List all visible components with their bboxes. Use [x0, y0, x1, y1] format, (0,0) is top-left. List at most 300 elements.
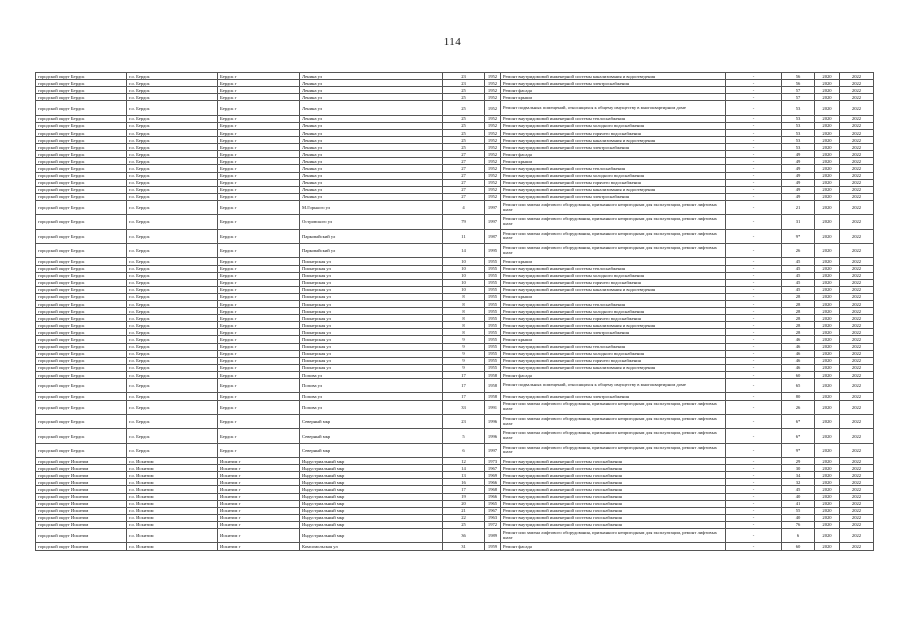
cell-year-end: 2022	[840, 151, 874, 158]
cell-year-start: 2020	[815, 400, 840, 414]
cell-work-type: Ремонт внутридомовой инженерной системы канализования и водоотведения	[501, 322, 726, 329]
cell-apartments: 30	[782, 465, 815, 472]
cell-settlement: Искитим г	[218, 514, 300, 521]
cell-year-end: 2022	[840, 521, 874, 528]
cell-house-number: 19	[443, 493, 485, 500]
cell-work-type: Ремонт или замена лифтового оборудования, признанного непригодным для эксплуатации, ремонт лифтовых шахт	[501, 200, 726, 214]
cell-work-type: Ремонт внутридомовой инженерной системы газоснабжения	[501, 465, 726, 472]
cell-work-type: Ремонт внутридомовой инженерной системы холодного водоснабжения	[501, 272, 726, 279]
cell-house-number: 27	[443, 165, 485, 172]
cell-apartments: 56	[782, 80, 815, 87]
cell-cost: -	[726, 343, 782, 350]
cell-settlement: Бердск г	[218, 371, 300, 378]
cell-street: Пионерская ул	[300, 322, 443, 329]
cell-cost: -	[726, 414, 782, 428]
cell-apartments: 34	[782, 472, 815, 479]
cell-apartments: 40	[782, 514, 815, 521]
cell-apartments: 21	[782, 200, 815, 214]
cell-year-end: 2022	[840, 479, 874, 486]
cell-year-start: 2020	[815, 179, 840, 186]
cell-year-start: 2020	[815, 308, 840, 315]
table-row	[36, 500, 874, 507]
cell-municipality: городской округ Бердск	[36, 215, 127, 229]
cell-work-type: Ремонт или замена лифтового оборудования, признанного непригодным для эксплуатации, ремонт лифтовых шахт	[501, 529, 726, 543]
cell-street: Пионерская ул	[300, 357, 443, 364]
cell-apartments: 46	[782, 336, 815, 343]
cell-street: Пионерская ул	[300, 308, 443, 315]
cell-district: г.о. Бердск	[127, 87, 218, 94]
cell-apartments: 6*	[782, 414, 815, 428]
cell-work-type: Ремонт внутридомовой инженерной системы теплоснабжения	[501, 301, 726, 308]
cell-work-type: Ремонт подвальных помещений, относящихся к общему имуществу в многоквартирном доме	[501, 101, 726, 115]
cell-year-built: 1952	[485, 87, 501, 94]
cell-settlement: Бердск г	[218, 357, 300, 364]
cell-year-end: 2022	[840, 472, 874, 479]
cell-district: г.о. Бердск	[127, 151, 218, 158]
cell-municipality: городской округ Искитим	[36, 479, 127, 486]
cell-cost: -	[726, 336, 782, 343]
cell-cost: -	[726, 308, 782, 315]
cell-year-end: 2022	[840, 301, 874, 308]
cell-year-end: 2022	[840, 137, 874, 144]
cell-year-built: 1955	[485, 293, 501, 300]
cell-year-built: 1952	[485, 151, 501, 158]
cell-work-type: Ремонт внутридомовой инженерной системы электроснабжения	[501, 80, 726, 87]
cell-cost: -	[726, 315, 782, 322]
cell-apartments: 55	[782, 507, 815, 514]
cell-settlement: Бердск г	[218, 73, 300, 80]
cell-work-type: Ремонт внутридомовой инженерной системы газоснабжения	[501, 458, 726, 465]
cell-house-number: 14	[443, 465, 485, 472]
cell-house-number: 9	[443, 364, 485, 371]
cell-year-end: 2022	[840, 500, 874, 507]
cell-year-start: 2020	[815, 336, 840, 343]
cell-street: Ленина ул	[300, 115, 443, 122]
cell-work-type: Ремонт внутридомовой инженерной системы канализования и водоотведения	[501, 186, 726, 193]
table-row	[36, 115, 874, 122]
cell-district: г.о. Бердск	[127, 272, 218, 279]
cell-house-number: 25	[443, 101, 485, 115]
cell-cost: -	[726, 458, 782, 465]
cell-settlement: Бердск г	[218, 80, 300, 87]
cell-street: Парковайский ул	[300, 244, 443, 258]
cell-street: Ленина ул	[300, 179, 443, 186]
cell-street: Северный мкр	[300, 414, 443, 428]
cell-street: Ленина ул	[300, 73, 443, 80]
cell-year-built: 1952	[485, 186, 501, 193]
cell-apartments: 40	[782, 493, 815, 500]
cell-year-end: 2022	[840, 429, 874, 443]
table-row	[36, 244, 874, 258]
cell-municipality: городской округ Искитим	[36, 472, 127, 479]
cell-house-number: 25	[443, 115, 485, 122]
cell-street: Северный мкр	[300, 429, 443, 443]
cell-cost: -	[726, 165, 782, 172]
cell-district: г.о. Бердск	[127, 179, 218, 186]
cell-street: Ленина ул	[300, 101, 443, 115]
cell-settlement: Бердск г	[218, 229, 300, 243]
cell-apartments: 53	[782, 137, 815, 144]
cell-house-number: 17	[443, 371, 485, 378]
cell-street: Ленина ул	[300, 129, 443, 136]
cell-settlement: Бердск г	[218, 172, 300, 179]
cell-year-start: 2020	[815, 458, 840, 465]
cell-cost: -	[726, 129, 782, 136]
cell-year-built: 1966	[485, 493, 501, 500]
cell-year-start: 2020	[815, 322, 840, 329]
cell-municipality: городской округ Искитим	[36, 458, 127, 465]
cell-street: Ленина ул	[300, 144, 443, 151]
cell-apartments: 60	[782, 371, 815, 378]
cell-settlement: Искитим г	[218, 521, 300, 528]
cell-apartments: 45	[782, 258, 815, 265]
cell-apartments: 49	[782, 179, 815, 186]
cell-year-end: 2022	[840, 458, 874, 465]
cell-settlement: Искитим г	[218, 529, 300, 543]
cell-settlement: Бердск г	[218, 301, 300, 308]
cell-year-start: 2020	[815, 286, 840, 293]
cell-year-built: 1997	[485, 443, 501, 457]
cell-district: г.о. Бердск	[127, 443, 218, 457]
cell-year-built: 1996	[485, 429, 501, 443]
cell-year-built: 1952	[485, 137, 501, 144]
table-row	[36, 301, 874, 308]
cell-street: Индустриальный мкр	[300, 486, 443, 493]
cell-municipality: городской округ Бердск	[36, 400, 127, 414]
cell-municipality: городской округ Искитим	[36, 500, 127, 507]
cell-work-type: Ремонт внутридомовой инженерной системы газоснабжения	[501, 514, 726, 521]
cell-street: Индустриальный мкр	[300, 493, 443, 500]
cell-district: г.о. Бердск	[127, 329, 218, 336]
cell-year-end: 2022	[840, 215, 874, 229]
cell-year-end: 2022	[840, 101, 874, 115]
cell-district: г.о. Бердск	[127, 301, 218, 308]
cell-street: Ленина ул	[300, 186, 443, 193]
cell-municipality: городской округ Бердск	[36, 350, 127, 357]
cell-settlement: Бердск г	[218, 364, 300, 371]
cell-street: Ленина ул	[300, 158, 443, 165]
cell-district: г.о. Искитим	[127, 493, 218, 500]
cell-house-number: 6	[443, 443, 485, 457]
cell-year-end: 2022	[840, 507, 874, 514]
cell-street: Индустриальный мкр	[300, 500, 443, 507]
cell-cost: -	[726, 543, 782, 550]
cell-apartments: 65	[782, 379, 815, 393]
cell-year-built: 1952	[485, 73, 501, 80]
cell-year-start: 2020	[815, 479, 840, 486]
cell-settlement: Бердск г	[218, 279, 300, 286]
cell-year-built: 1997	[485, 215, 501, 229]
cell-year-built: 1955	[485, 315, 501, 322]
cell-street: Индустриальный мкр	[300, 514, 443, 521]
cell-work-type: Ремонт внутридомовой инженерной системы холодного водоснабжения	[501, 308, 726, 315]
cell-apartments: 80	[782, 393, 815, 400]
cell-municipality: городской округ Искитим	[36, 514, 127, 521]
cell-cost: -	[726, 301, 782, 308]
cell-street: Попова ул	[300, 371, 443, 378]
cell-year-end: 2022	[840, 493, 874, 500]
cell-settlement: Искитим г	[218, 479, 300, 486]
cell-year-start: 2020	[815, 472, 840, 479]
cell-year-end: 2022	[840, 371, 874, 378]
table-row	[36, 521, 874, 528]
cell-street: Пионерская ул	[300, 343, 443, 350]
cell-settlement: Бердск г	[218, 200, 300, 214]
cell-municipality: городской округ Бердск	[36, 301, 127, 308]
table-row	[36, 122, 874, 129]
cell-work-type: Ремонт или замена лифтового оборудования, признанного непригодным для эксплуатации, ремонт лифтовых шахт	[501, 215, 726, 229]
cell-year-built: 1967	[485, 465, 501, 472]
cell-year-built: 1952	[485, 158, 501, 165]
cell-year-start: 2020	[815, 165, 840, 172]
table-row	[36, 400, 874, 414]
cell-work-type: Ремонт внутридомовой инженерной системы газоснабжения	[501, 521, 726, 528]
cell-street: Пионерская ул	[300, 265, 443, 272]
cell-district: г.о. Искитим	[127, 500, 218, 507]
cell-work-type: Ремонт внутридомовой инженерной системы канализования и водоотведения	[501, 73, 726, 80]
cell-street: Ленина ул	[300, 122, 443, 129]
cell-cost: -	[726, 272, 782, 279]
table-row	[36, 393, 874, 400]
cell-municipality: городской округ Бердск	[36, 144, 127, 151]
cell-street: Индустриальный мкр	[300, 472, 443, 479]
cell-street: Пионерская ул	[300, 301, 443, 308]
cell-year-built: 1955	[485, 272, 501, 279]
cell-apartments: 53	[782, 144, 815, 151]
cell-apartments: 60	[782, 543, 815, 550]
cell-year-built: 1955	[485, 364, 501, 371]
cell-house-number: 10	[443, 265, 485, 272]
cell-apartments: 29	[782, 458, 815, 465]
cell-house-number: 8	[443, 322, 485, 329]
cell-year-start: 2020	[815, 350, 840, 357]
cell-municipality: городской округ Искитим	[36, 465, 127, 472]
cell-municipality: городской округ Бердск	[36, 429, 127, 443]
cell-settlement: Бердск г	[218, 329, 300, 336]
cell-year-start: 2020	[815, 229, 840, 243]
cell-year-end: 2022	[840, 308, 874, 315]
table-row	[36, 137, 874, 144]
cell-street: Попова ул	[300, 379, 443, 393]
cell-settlement: Бердск г	[218, 443, 300, 457]
cell-year-built: 1958	[485, 393, 501, 400]
cell-cost: -	[726, 229, 782, 243]
cell-apartments: 28	[782, 301, 815, 308]
cell-year-end: 2022	[840, 379, 874, 393]
cell-work-type: Ремонт внутридомовой инженерной системы горячего водоснабжения	[501, 357, 726, 364]
cell-municipality: городской округ Бердск	[36, 193, 127, 200]
cell-district: г.о. Бердск	[127, 279, 218, 286]
cell-municipality: городской округ Бердск	[36, 179, 127, 186]
cell-house-number: 10	[443, 286, 485, 293]
cell-house-number: 9	[443, 336, 485, 343]
cell-house-number: 11	[443, 229, 485, 243]
cell-cost: -	[726, 215, 782, 229]
table-row	[36, 543, 874, 550]
cell-cost: -	[726, 479, 782, 486]
table-row	[36, 80, 874, 87]
cell-cost: -	[726, 400, 782, 414]
cell-apartments: 28	[782, 322, 815, 329]
cell-settlement: Искитим г	[218, 500, 300, 507]
cell-municipality: городской округ Бердск	[36, 165, 127, 172]
cell-year-built: 1996	[485, 414, 501, 428]
table-row	[36, 479, 874, 486]
cell-settlement: Искитим г	[218, 458, 300, 465]
table-row	[36, 129, 874, 136]
cell-year-built: 1955	[485, 265, 501, 272]
cell-year-end: 2022	[840, 465, 874, 472]
table-row	[36, 272, 874, 279]
cell-year-end: 2022	[840, 286, 874, 293]
cell-cost: -	[726, 80, 782, 87]
cell-year-built: 1963	[485, 514, 501, 521]
cell-year-start: 2020	[815, 429, 840, 443]
cell-year-built: 1952	[485, 129, 501, 136]
cell-house-number: 12	[443, 458, 485, 465]
cell-apartments: 53	[782, 115, 815, 122]
cell-year-start: 2020	[815, 101, 840, 115]
cell-district: г.о. Бердск	[127, 315, 218, 322]
table-row	[36, 179, 874, 186]
cell-municipality: городской округ Бердск	[36, 129, 127, 136]
cell-apartments: 49	[782, 193, 815, 200]
cell-cost: -	[726, 122, 782, 129]
cell-work-type: Ремонт крыши	[501, 293, 726, 300]
cell-work-type: Ремонт фасада	[501, 371, 726, 378]
cell-settlement: Искитим г	[218, 486, 300, 493]
cell-street: Пионерская ул	[300, 279, 443, 286]
cell-house-number: 23	[443, 414, 485, 428]
table-row	[36, 315, 874, 322]
cell-apartments: 53	[782, 122, 815, 129]
cell-cost: -	[726, 172, 782, 179]
cell-apartments: 32	[782, 479, 815, 486]
cell-district: г.о. Бердск	[127, 343, 218, 350]
cell-cost: -	[726, 94, 782, 101]
cell-year-built: 1967	[485, 507, 501, 514]
cell-settlement: Бердск г	[218, 315, 300, 322]
cell-year-built: 1955	[485, 336, 501, 343]
cell-year-built: 1952	[485, 115, 501, 122]
cell-municipality: городской округ Бердск	[36, 329, 127, 336]
cell-year-built: 1952	[485, 179, 501, 186]
cell-district: г.о. Бердск	[127, 144, 218, 151]
cell-cost: -	[726, 493, 782, 500]
cell-cost: -	[726, 186, 782, 193]
table-row	[36, 429, 874, 443]
cell-settlement: Бердск г	[218, 129, 300, 136]
cell-year-end: 2022	[840, 73, 874, 80]
table-row	[36, 172, 874, 179]
cell-house-number: 8	[443, 315, 485, 322]
cell-house-number: 27	[443, 193, 485, 200]
cell-settlement: Бердск г	[218, 244, 300, 258]
cell-year-built: 1995	[485, 244, 501, 258]
cell-cost: -	[726, 329, 782, 336]
cell-year-built: 1989	[485, 529, 501, 543]
cell-municipality: городской округ Бердск	[36, 371, 127, 378]
cell-cost: -	[726, 286, 782, 293]
cell-year-built: 1987	[485, 229, 501, 243]
cell-year-end: 2022	[840, 94, 874, 101]
cell-year-end: 2022	[840, 514, 874, 521]
cell-district: г.о. Искитим	[127, 521, 218, 528]
cell-house-number: 36	[443, 529, 485, 543]
cell-settlement: Бердск г	[218, 293, 300, 300]
cell-house-number: 8	[443, 293, 485, 300]
cell-apartments: 53	[782, 129, 815, 136]
cell-work-type: Ремонт или замена лифтового оборудования, признанного непригодным для эксплуатации, ремонт лифтовых шахт	[501, 429, 726, 443]
table-row	[36, 357, 874, 364]
table-row	[36, 144, 874, 151]
cell-year-end: 2022	[840, 272, 874, 279]
cell-year-start: 2020	[815, 465, 840, 472]
cell-year-end: 2022	[840, 529, 874, 543]
cell-municipality: городской округ Бердск	[36, 343, 127, 350]
cell-municipality: городской округ Искитим	[36, 493, 127, 500]
cell-cost: -	[726, 364, 782, 371]
cell-house-number: 27	[443, 186, 485, 193]
cell-district: г.о. Бердск	[127, 200, 218, 214]
cell-cost: -	[726, 379, 782, 393]
cell-work-type: Ремонт внутридомовой инженерной системы газоснабжения	[501, 472, 726, 479]
cell-work-type: Ремонт или замена лифтового оборудования, признанного непригодным для эксплуатации, ремонт лифтовых шахт	[501, 400, 726, 414]
cell-apartments: 31	[782, 215, 815, 229]
cell-municipality: городской округ Бердск	[36, 87, 127, 94]
cell-municipality: городской округ Бердск	[36, 151, 127, 158]
cell-year-built: 1966	[485, 479, 501, 486]
cell-district: г.о. Бердск	[127, 308, 218, 315]
cell-apartments: 49	[782, 186, 815, 193]
cell-year-start: 2020	[815, 186, 840, 193]
cell-municipality: городской округ Бердск	[36, 101, 127, 115]
cell-year-start: 2020	[815, 151, 840, 158]
cell-street: Ленина ул	[300, 172, 443, 179]
cell-street: Индустриальный мкр	[300, 529, 443, 543]
cell-year-built: 1958	[485, 371, 501, 378]
cell-municipality: городской округ Бердск	[36, 186, 127, 193]
cell-year-start: 2020	[815, 364, 840, 371]
table-row	[36, 186, 874, 193]
cell-year-end: 2022	[840, 336, 874, 343]
cell-year-end: 2022	[840, 179, 874, 186]
cell-year-end: 2022	[840, 315, 874, 322]
cell-house-number: 14	[443, 244, 485, 258]
cell-cost: -	[726, 465, 782, 472]
cell-district: г.о. Бердск	[127, 336, 218, 343]
cell-settlement: Бердск г	[218, 272, 300, 279]
cell-year-built: 1973	[485, 458, 501, 465]
cell-settlement: Бердск г	[218, 400, 300, 414]
cell-year-built: 1959	[485, 543, 501, 550]
cell-apartments: 49	[782, 158, 815, 165]
cell-year-end: 2022	[840, 144, 874, 151]
cell-street: Пионерская ул	[300, 293, 443, 300]
cell-municipality: городской округ Бердск	[36, 229, 127, 243]
cell-year-start: 2020	[815, 543, 840, 550]
cell-settlement: Бердск г	[218, 179, 300, 186]
cell-apartments: 45	[782, 486, 815, 493]
cell-house-number: 27	[443, 158, 485, 165]
cell-municipality: городской округ Бердск	[36, 200, 127, 214]
table-row	[36, 350, 874, 357]
cell-district: г.о. Бердск	[127, 265, 218, 272]
cell-municipality: городской округ Бердск	[36, 115, 127, 122]
cell-municipality: городской округ Бердск	[36, 293, 127, 300]
cell-year-built: 1955	[485, 350, 501, 357]
cell-settlement: Искитим г	[218, 543, 300, 550]
